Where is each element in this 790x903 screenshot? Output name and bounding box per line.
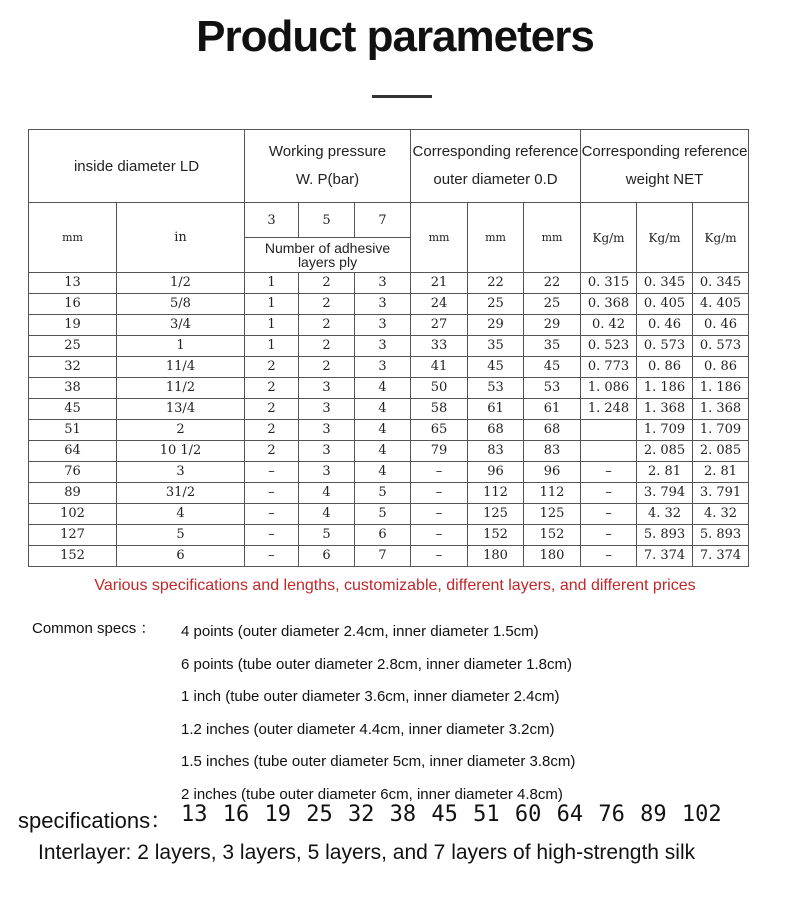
cell-od-3: 53 (524, 378, 581, 399)
table-row (29, 357, 749, 378)
header-working-pressure (245, 130, 411, 203)
cell-wp-7: 4 (355, 420, 411, 441)
layer-count-3: 3 (245, 203, 299, 238)
cell-wp-7: 6 (355, 525, 411, 546)
cell-od-1: 65 (411, 420, 468, 441)
cell-wp-3: – (245, 462, 299, 483)
cell-od-3: 25 (524, 294, 581, 315)
header-outer-diameter (411, 130, 581, 203)
cell-weight-1: – (581, 483, 637, 504)
cell-wp-7: 3 (355, 294, 411, 315)
cell-weight-1: 0. 773 (581, 357, 637, 378)
cell-weight-2: 0. 573 (637, 336, 693, 357)
cell-id-mm: 19 (29, 315, 117, 336)
cell-weight-2: 0. 46 (637, 315, 693, 336)
cell-weight-3: 0. 46 (693, 315, 749, 336)
outer-diameter-line1: Corresponding reference (412, 143, 579, 160)
cell-id-in: 11/4 (117, 357, 245, 378)
cell-id-in: 1 (117, 336, 245, 357)
cell-od-1: – (411, 504, 468, 525)
cell-od-1: 79 (411, 441, 468, 462)
cell-wp-5: 2 (299, 294, 355, 315)
table-row (29, 546, 749, 567)
cell-od-1: 33 (411, 336, 468, 357)
cell-od-2: 68 (468, 420, 524, 441)
common-spec-item: 1.2 inches (outer diameter 4.4cm, inner diameter 3.2cm) (181, 720, 555, 738)
cell-wp-7: 5 (355, 483, 411, 504)
header-weight (581, 130, 749, 203)
cell-od-2: 152 (468, 525, 524, 546)
specifications-values: 13 16 19 25 32 38 45 51 60 64 76 89 102 (181, 802, 722, 827)
cell-weight-1 (581, 441, 637, 462)
table-row (29, 336, 749, 357)
cell-od-1: – (411, 462, 468, 483)
cell-weight-1: 1. 248 (581, 399, 637, 420)
cell-wp-5: 3 (299, 378, 355, 399)
cell-wp-3: – (245, 546, 299, 567)
cell-id-in: 1/2 (117, 273, 245, 294)
cell-id-mm: 127 (29, 525, 117, 546)
cell-wp-7: 4 (355, 399, 411, 420)
table-row (29, 315, 749, 336)
cell-wp-5: 5 (299, 525, 355, 546)
table-row (29, 504, 749, 525)
cell-id-mm: 13 (29, 273, 117, 294)
cell-id-in: 11/2 (117, 378, 245, 399)
layer-count-5: 5 (299, 203, 355, 238)
cell-wp-3: 1 (245, 315, 299, 336)
cell-id-mm: 76 (29, 462, 117, 483)
cell-weight-3: 2. 81 (693, 462, 749, 483)
od-unit-2: mm (468, 203, 524, 273)
cell-od-3: 45 (524, 357, 581, 378)
cell-od-3: 22 (524, 273, 581, 294)
cell-od-2: 45 (468, 357, 524, 378)
page-title: Product parameters (196, 12, 594, 61)
cell-weight-1: – (581, 546, 637, 567)
table-row (29, 378, 749, 399)
cell-weight-2: 5. 893 (637, 525, 693, 546)
cell-od-2: 83 (468, 441, 524, 462)
cell-wp-3: – (245, 483, 299, 504)
working-pressure-line2: W. P(bar) (295, 171, 360, 188)
cell-weight-2: 0. 405 (637, 294, 693, 315)
cell-wp-3: 1 (245, 273, 299, 294)
cell-weight-2: 2. 81 (637, 462, 693, 483)
cell-od-1: 21 (411, 273, 468, 294)
cell-wp-3: 2 (245, 399, 299, 420)
cell-od-2: 180 (468, 546, 524, 567)
cell-wp-3: – (245, 504, 299, 525)
outer-diameter-line2: outer diameter 0.D (433, 171, 558, 188)
cell-wp-3: 1 (245, 294, 299, 315)
cell-weight-2: 3. 794 (637, 483, 693, 504)
cell-od-1: 27 (411, 315, 468, 336)
cell-wp-5: 4 (299, 483, 355, 504)
cell-wp-5: 2 (299, 315, 355, 336)
cell-weight-3: 4. 32 (693, 504, 749, 525)
table-row (29, 441, 749, 462)
customization-notice: Various specifications and lengths, customizable, different layers, and different prices (94, 577, 696, 594)
cell-weight-1: – (581, 462, 637, 483)
weight-line1: Corresponding reference (581, 143, 748, 160)
cell-wp-3: 2 (245, 441, 299, 462)
cell-wp-5: 4 (299, 504, 355, 525)
common-spec-item: 6 points (tube outer diameter 2.8cm, inner diameter 1.8cm) (181, 655, 573, 673)
title-divider (372, 95, 432, 98)
weight-unit-1: Kg/m (581, 203, 637, 273)
cell-wp-7: 3 (355, 273, 411, 294)
cell-wp-3: 2 (245, 378, 299, 399)
layers-note: Number of adhesive layers ply (245, 238, 411, 273)
cell-wp-7: 7 (355, 546, 411, 567)
cell-wp-7: 3 (355, 357, 411, 378)
specifications-label: specifications： (18, 808, 173, 833)
table-row (29, 525, 749, 546)
cell-id-mm: 32 (29, 357, 117, 378)
common-specs-list (181, 620, 575, 815)
cell-weight-2: 2. 085 (637, 441, 693, 462)
cell-od-3: 180 (524, 546, 581, 567)
cell-od-3: 152 (524, 525, 581, 546)
cell-weight-3: 4. 405 (693, 294, 749, 315)
unit-in-header: in (117, 203, 245, 273)
cell-id-in: 3 (117, 462, 245, 483)
header-inside-diameter: inside diameter LD (29, 130, 245, 203)
cell-od-2: 61 (468, 399, 524, 420)
common-specs-label: Common specs ： (32, 620, 156, 637)
cell-od-1: 58 (411, 399, 468, 420)
cell-id-in: 13/4 (117, 399, 245, 420)
weight-unit-3: Kg/m (693, 203, 749, 273)
cell-od-3: 96 (524, 462, 581, 483)
cell-od-2: 35 (468, 336, 524, 357)
cell-od-1: – (411, 483, 468, 504)
cell-weight-1 (581, 420, 637, 441)
cell-weight-3: 5. 893 (693, 525, 749, 546)
cell-id-in: 3/4 (117, 315, 245, 336)
cell-weight-1: 0. 368 (581, 294, 637, 315)
cell-id-mm: 102 (29, 504, 117, 525)
cell-od-2: 96 (468, 462, 524, 483)
cell-weight-3: 1. 368 (693, 399, 749, 420)
cell-id-mm: 38 (29, 378, 117, 399)
cell-wp-3: 1 (245, 336, 299, 357)
cell-weight-2: 1. 368 (637, 399, 693, 420)
cell-weight-3: 0. 573 (693, 336, 749, 357)
cell-id-mm: 45 (29, 399, 117, 420)
cell-od-3: 68 (524, 420, 581, 441)
cell-wp-7: 4 (355, 462, 411, 483)
cell-od-1: 24 (411, 294, 468, 315)
cell-id-in: 6 (117, 546, 245, 567)
cell-id-mm: 152 (29, 546, 117, 567)
cell-od-2: 125 (468, 504, 524, 525)
od-unit-3: mm (524, 203, 581, 273)
cell-wp-7: 4 (355, 378, 411, 399)
weight-unit-2: Kg/m (637, 203, 693, 273)
cell-weight-2: 4. 32 (637, 504, 693, 525)
common-spec-item: 1 inch (tube outer diameter 3.6cm, inner diameter 2.4cm) (181, 688, 560, 705)
table-row (29, 483, 749, 504)
cell-od-3: 112 (524, 483, 581, 504)
cell-id-in: 10 1/2 (117, 441, 245, 462)
cell-wp-5: 2 (299, 336, 355, 357)
cell-weight-2: 0. 86 (637, 357, 693, 378)
table-row (29, 462, 749, 483)
cell-od-3: 83 (524, 441, 581, 462)
cell-wp-3: 2 (245, 420, 299, 441)
cell-wp-7: 5 (355, 504, 411, 525)
cell-weight-3: 7. 374 (693, 546, 749, 567)
cell-weight-3: 3. 791 (693, 483, 749, 504)
cell-wp-5: 3 (299, 420, 355, 441)
cell-id-in: 5 (117, 525, 245, 546)
cell-od-2: 25 (468, 294, 524, 315)
working-pressure-line1: Working pressure (268, 143, 387, 160)
layer-count-7: 7 (355, 203, 411, 238)
cell-od-2: 22 (468, 273, 524, 294)
cell-od-2: 112 (468, 483, 524, 504)
cell-weight-2: 1. 709 (637, 420, 693, 441)
cell-weight-1: 0. 523 (581, 336, 637, 357)
cell-weight-3: 0. 86 (693, 357, 749, 378)
cell-wp-7: 3 (355, 336, 411, 357)
cell-weight-1: 1. 086 (581, 378, 637, 399)
cell-id-mm: 25 (29, 336, 117, 357)
cell-wp-7: 4 (355, 441, 411, 462)
cell-wp-5: 6 (299, 546, 355, 567)
cell-od-1: – (411, 546, 468, 567)
cell-od-3: 29 (524, 315, 581, 336)
cell-od-3: 35 (524, 336, 581, 357)
common-spec-item: 4 points (outer diameter 2.4cm, inner diameter 1.5cm) (181, 623, 539, 640)
cell-id-mm: 51 (29, 420, 117, 441)
cell-weight-1: – (581, 525, 637, 546)
cell-wp-5: 2 (299, 273, 355, 294)
cell-od-2: 29 (468, 315, 524, 336)
cell-od-3: 125 (524, 504, 581, 525)
cell-wp-7: 3 (355, 315, 411, 336)
cell-weight-3: 2. 085 (693, 441, 749, 462)
cell-id-in: 5/8 (117, 294, 245, 315)
common-spec-item: 1.5 inches (tube outer diameter 5cm, inner diameter 3.8cm) (181, 753, 576, 770)
cell-id-mm: 89 (29, 483, 117, 504)
cell-weight-2: 0. 345 (637, 273, 693, 294)
interlayer-text: Interlayer: 2 layers, 3 layers, 5 layers, and 7 layers of high-strength silk (38, 841, 696, 864)
cell-id-in: 31/2 (117, 483, 245, 504)
table-row (29, 273, 749, 294)
cell-weight-2: 7. 374 (637, 546, 693, 567)
cell-wp-3: 2 (245, 357, 299, 378)
cell-wp-5: 3 (299, 399, 355, 420)
common-spec-item: 2 inches (tube outer diameter 6cm, inner diameter 4.8cm) (181, 785, 563, 803)
cell-od-2: 53 (468, 378, 524, 399)
cell-od-1: 41 (411, 357, 468, 378)
cell-wp-3: – (245, 525, 299, 546)
cell-weight-3: 1. 709 (693, 420, 749, 441)
cell-od-1: 50 (411, 378, 468, 399)
table-row (29, 294, 749, 315)
cell-wp-5: 3 (299, 462, 355, 483)
cell-weight-1: – (581, 504, 637, 525)
cell-id-in: 4 (117, 504, 245, 525)
cell-id-mm: 64 (29, 441, 117, 462)
cell-id-mm: 16 (29, 294, 117, 315)
table-row (29, 399, 749, 420)
parameters-table (28, 129, 749, 567)
od-unit-1: mm (411, 203, 468, 273)
cell-od-1: – (411, 525, 468, 546)
cell-weight-3: 1. 186 (693, 378, 749, 399)
unit-mm-header: mm (29, 203, 117, 273)
table-row (29, 420, 749, 441)
cell-weight-1: 0. 315 (581, 273, 637, 294)
weight-line2: weight NET (625, 171, 704, 188)
cell-wp-5: 3 (299, 441, 355, 462)
cell-weight-2: 1. 186 (637, 378, 693, 399)
cell-od-3: 61 (524, 399, 581, 420)
cell-weight-3: 0. 345 (693, 273, 749, 294)
cell-wp-5: 2 (299, 357, 355, 378)
cell-weight-1: 0. 42 (581, 315, 637, 336)
cell-id-in: 2 (117, 420, 245, 441)
